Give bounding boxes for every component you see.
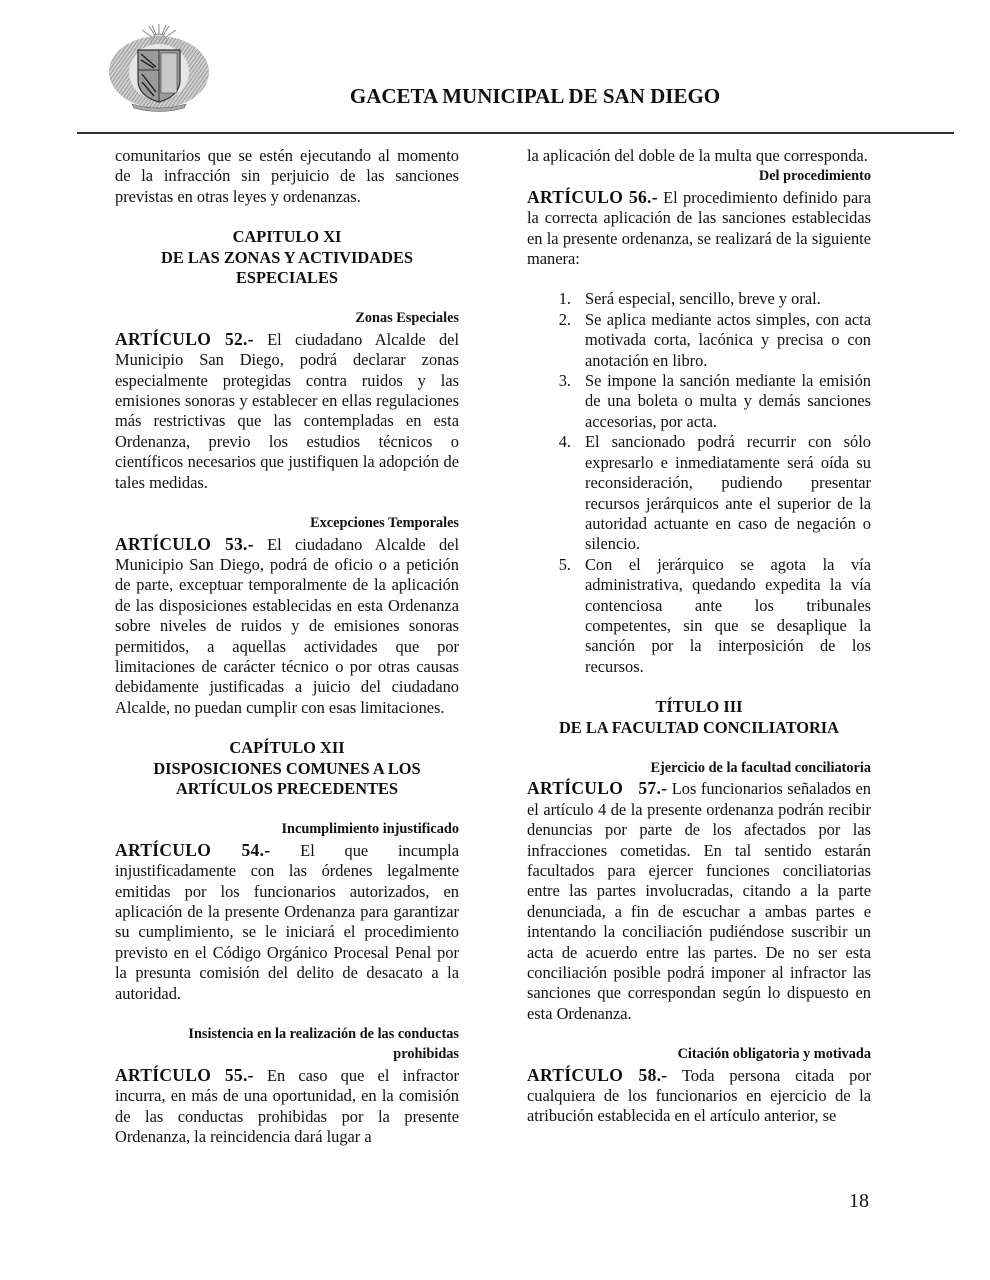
article-text: El ciudadano Alcalde del Municipio San Diego, podrá declarar zonas especialmente protegidas contra ruidos y las emisiones sonoras y establecer en ellas regulaciones más restrictivas que las contempladas en esta Ordenanza, previo los estudios técnicos o científicos necesarios que justifiquen la adopción de tales medidas. bbox=[115, 329, 459, 492]
article-55 bbox=[115, 1024, 459, 1147]
page-number: 18 bbox=[849, 1190, 869, 1212]
list-number: 4. bbox=[558, 432, 571, 452]
article-text: En caso que el infractor incurra, en más de una oportunidad, en la comisión de las conductas prohibidas por la presente Ordenanza, la reincidencia dará lugar a bbox=[115, 1065, 459, 1147]
list-item bbox=[527, 432, 871, 554]
title-heading bbox=[527, 697, 871, 738]
continuation-text: comunitarios que se estén ejecutando al momento de la infracción sin perjuicio de las sanciones previstas en otras leyes y ordenanzas. bbox=[115, 146, 459, 206]
continuation-text: la aplicación del doble de la multa que corresponda. bbox=[527, 146, 868, 165]
list-number: 2. bbox=[558, 309, 571, 329]
chapter-title-line: ESPECIALES bbox=[235, 268, 339, 288]
left-column bbox=[115, 146, 459, 1147]
list-item bbox=[527, 555, 871, 677]
article-57 bbox=[527, 758, 871, 1024]
article-subtitle: Citación obligatoria y motivada bbox=[677, 1046, 871, 1063]
article-label: ARTÍCULO 52.- bbox=[115, 328, 254, 349]
chapter-heading bbox=[115, 738, 459, 799]
article-58 bbox=[527, 1044, 871, 1127]
procedure-list bbox=[527, 289, 871, 677]
chapter-heading bbox=[115, 227, 459, 288]
article-56 bbox=[527, 166, 871, 677]
list-number: 3. bbox=[558, 371, 571, 391]
article-54 bbox=[115, 819, 459, 1004]
list-text: Se aplica mediante actos simples, con acta motivada corta, lacónica y precisa o con anotación en libro. bbox=[585, 309, 871, 370]
list-item bbox=[527, 371, 871, 432]
article-text: Los funcionarios señalados en el artículo 4 de la presente ordenanza podrán recibir denuncias por parte de los afectados por las infracciones cometidas. En tal sentido estarán facultados para ejercer funciones conciliatorias entre las partes involucradas, citando a la parte denunciada, a fin de escuchar a ambas partes e intentando la conciliación pudiéndose suscribir un acta de acuerdo entre las partes. De no ser esta conciliación posible podrá imponer al infractor las sanciones que correspondan según lo dispuesto en esta Ordenanza. bbox=[527, 779, 871, 1023]
article-label: ARTÍCULO 54.- bbox=[115, 839, 271, 860]
gazette-title: GACETA MUNICIPAL DE SAN DIEGO bbox=[349, 84, 721, 108]
article-label: ARTÍCULO 55.- bbox=[115, 1064, 254, 1085]
article-label: ARTÍCULO 58.- bbox=[527, 1064, 668, 1085]
article-label: ARTÍCULO 57.- bbox=[527, 778, 668, 799]
list-number: 5. bbox=[558, 554, 571, 574]
article-text: Toda persona citada por cualquiera de los funcionarios en ejercicio de la atribución establecida en el artículo anterior, se bbox=[527, 1065, 872, 1126]
list-text: Con el jerárquico se agota la vía administrativa, quedando expedita la vía contenciosa ante los tribunales competentes, sin que se desaplique la sanción por la interposición de los recursos. bbox=[585, 554, 871, 676]
chapter-title-line: DISPOSICIONES COMUNES A LOS bbox=[153, 758, 421, 778]
chapter-number: CAPÍTULO XII bbox=[229, 738, 345, 758]
article-subtitle: Incumplimiento injustificado bbox=[281, 821, 459, 838]
chapter-title-line: DE LAS ZONAS Y ACTIVIDADES bbox=[161, 247, 413, 267]
article-label: ARTÍCULO 53.- bbox=[115, 533, 254, 554]
article-subtitle: Del procedimiento bbox=[758, 168, 871, 185]
article-52 bbox=[115, 308, 459, 493]
chapter-number: CAPITULO XI bbox=[232, 227, 342, 247]
article-label: ARTÍCULO 56.- bbox=[527, 186, 658, 207]
article-text: El que incumpla injustificadamente con las órdenes legalmente emitidas por los funcionarios autorizados, en aplicación de la presente Ordenanza para garantizar su cumplimiento, se le iniciará el procedimiento previsto en el Código Orgánico Procesal Penal por la presunta comisión del delito de desacato a la autoridad. bbox=[115, 840, 459, 1003]
right-column bbox=[527, 146, 871, 1127]
article-53 bbox=[115, 513, 459, 718]
article-subtitle: Zonas Especiales bbox=[355, 310, 459, 327]
list-number: 1. bbox=[558, 289, 571, 309]
list-text: El sancionado podrá recurrir con sólo expresarlo e inmediatamente será oída su reconsideración, pudiendo presentar recursos jerárquicos ante el superior de la autoridad actuante en caso de negación o silencio. bbox=[585, 432, 871, 554]
article-text: El procedimiento definido para la correcta aplicación de las sanciones establecidas en la presente ordenanza, se realizará de la siguiente manera: bbox=[527, 187, 871, 269]
list-text: Será especial, sencillo, breve y oral. bbox=[585, 289, 821, 309]
chapter-title-line: ARTÍCULOS PRECEDENTES bbox=[175, 778, 399, 798]
title-number: TÍTULO III bbox=[655, 697, 743, 717]
article-subtitle: Ejercicio de la facultad conciliatoria bbox=[650, 759, 871, 776]
article-subtitle: Insistencia en la realización de las conductas bbox=[188, 1026, 459, 1043]
article-subtitle: prohibidas bbox=[393, 1046, 459, 1063]
list-item bbox=[527, 289, 871, 309]
list-text: Se impone la sanción mediante la emisión de una boleta o multa y demás sanciones accesorias, por acta. bbox=[585, 371, 871, 431]
article-text: El ciudadano Alcalde del Municipio San Diego, podrá de oficio o a petición de parte, exceptuar temporalmente de la aplicación de las disposiciones establecidas en esta Ordenanza sobre niveles de ruidos y de emisiones sonoras permitidos, a aquellas actividades que por limitaciones de carácter técnico o por otras causas debidamente justificadas a juicio del ciudadano Alcalde, no puedan cumplir con esas limitaciones. bbox=[115, 534, 459, 717]
header-divider bbox=[77, 132, 954, 134]
article-subtitle: Excepciones Temporales bbox=[310, 515, 459, 532]
list-item bbox=[527, 310, 871, 371]
title-name: DE LA FACULTAD CONCILIATORIA bbox=[558, 717, 840, 737]
